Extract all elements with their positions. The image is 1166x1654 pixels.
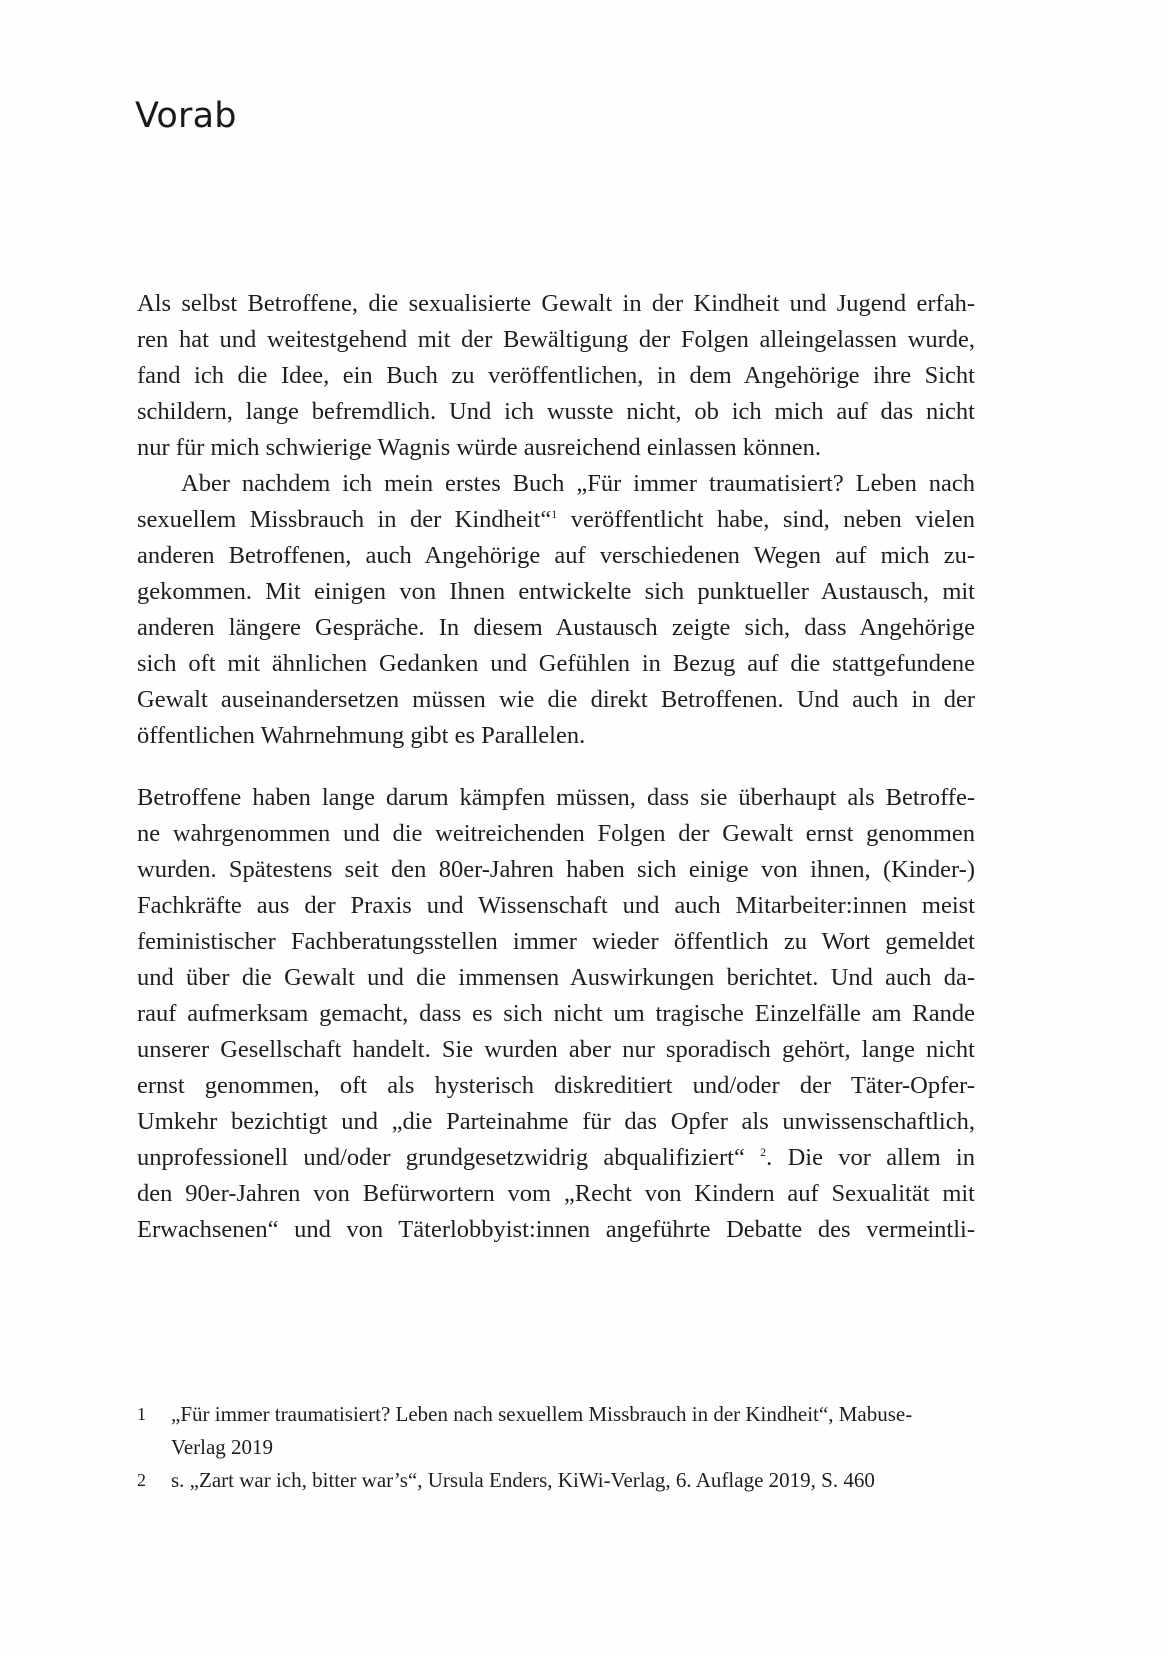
footnote-line: Verlag 2019 — [171, 1435, 274, 1459]
text-line: Fachkräfte aus der Praxis und Wissenschaft und auch Mitarbeiter:innen meist — [137, 892, 975, 919]
footnote-line: s. „Zart war ich, bitter war’s“, Ursula Enders, KiWi-Verlag, 6. Auflage 2019, S. 460 — [171, 1468, 875, 1492]
text-line: ne wahrgenommen und die weitreichenden Folgen der Gewalt ernst genommen — [137, 820, 975, 847]
text-segment: unprofessionell und/oder grundgesetzwidrig abqualifiziert“ — [137, 1144, 761, 1171]
text-line: unserer Gesellschaft handelt. Sie wurden aber nur sporadisch gehört, lange nicht — [137, 1036, 975, 1063]
paragraph-1 — [137, 286, 975, 754]
text-line: Erwachsenen“ und von Täterlobbyist:innen angeführte Debatte des vermeintli- — [137, 1216, 975, 1243]
footnote-ref-2[interactable]: 2 — [760, 1145, 767, 1159]
text-line: gekommen. Mit einigen von Ihnen entwickelte sich punktueller Austausch, mit — [137, 578, 975, 605]
text-line: den 90er-Jahren von Befürwortern vom „Recht von Kindern auf Sexualität mit — [137, 1180, 975, 1207]
footnote-number: 1 — [137, 1404, 146, 1424]
text-line: anderen Betroffenen, auch Angehörige auf verschiedenen Wegen auf mich zu- — [137, 542, 975, 569]
text-line: feministischer Fachberatungsstellen immer wieder öffentlich zu Wort gemeldet — [137, 928, 975, 955]
text-segment: . Die vor allem in — [766, 1144, 975, 1171]
footnotes — [137, 1398, 977, 1497]
text-line: anderen längere Gespräche. In diesem Austausch zeigte sich, dass Angehörige — [137, 614, 975, 641]
text-segment: veröffentlicht habe, sind, neben vielen — [557, 506, 975, 533]
text-line-with-footnote — [137, 502, 975, 538]
text-line: wurden. Spätestens seit den 80er-Jahren haben sich einige von ihnen, (Kinder-) — [137, 856, 975, 883]
text-line: sich oft mit ähnlichen Gedanken und Gefühlen in Bezug auf die stattgefundene — [137, 650, 975, 677]
paragraph-2 — [137, 780, 975, 1248]
footnote-text — [171, 1464, 977, 1497]
text-line: schildern, lange befremdlich. Und ich wusste nicht, ob ich mich auf das nicht — [137, 398, 975, 425]
text-line: Aber nachdem ich mein erstes Buch „Für immer traumatisiert? Leben nach — [181, 470, 975, 497]
chapter-heading: Vorab — [135, 96, 237, 136]
text-line: Als selbst Betroffene, die sexualisierte Gewalt in der Kindheit und Jugend erfah- — [137, 290, 975, 317]
text-line: Gewalt auseinandersetzen müssen wie die direkt Betroffenen. Und auch in der — [137, 686, 975, 713]
text-line-with-footnote — [137, 1140, 975, 1176]
text-line: ren hat und weitestgehend mit der Bewältigung der Folgen alleingelassen wurde, — [137, 326, 975, 353]
text-line: Umkehr bezichtigt und „die Parteinahme für das Opfer als unwissenschaftlich, — [137, 1108, 975, 1135]
text-line: ernst genommen, oft als hysterisch diskreditiert und/oder der Täter-Opfer- — [137, 1072, 975, 1099]
text-line: öffentlichen Wahrnehmung gibt es Parallelen. — [137, 722, 586, 749]
text-line: fand ich die Idee, ein Buch zu veröffentlichen, in dem Angehörige ihre Sicht — [137, 362, 975, 389]
text-line: und über die Gewalt und die immensen Auswirkungen berichtet. Und auch da- — [137, 964, 975, 991]
footnote-2 — [137, 1464, 977, 1497]
text-segment: sexuellem Missbrauch in der Kindheit“ — [137, 506, 552, 533]
text-line: nur für mich schwierige Wagnis würde ausreichend einlassen können. — [137, 434, 822, 461]
text-line: Betroffene haben lange darum kämpfen müssen, dass sie überhaupt als Betroffe- — [137, 784, 975, 811]
footnote-1 — [137, 1398, 977, 1464]
footnote-text — [171, 1398, 977, 1464]
footnote-line: „Für immer traumatisiert? Leben nach sexuellem Missbrauch in der Kindheit“, Mabuse- — [171, 1402, 913, 1426]
footnote-ref-1[interactable]: 1 — [551, 507, 558, 521]
text-line: rauf aufmerksam gemacht, dass es sich nicht um tragische Einzelfälle am Rande — [137, 1000, 975, 1027]
footnote-number: 2 — [137, 1470, 146, 1490]
